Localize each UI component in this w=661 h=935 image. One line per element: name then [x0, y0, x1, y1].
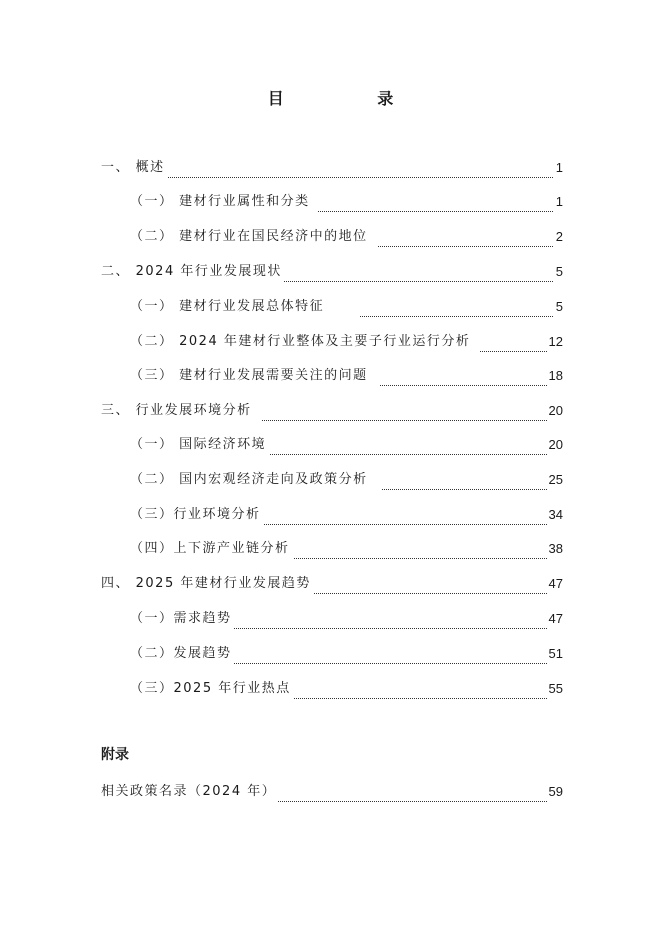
appendix-entry[interactable]: [0, 782, 661, 802]
toc-entry[interactable]: [0, 505, 661, 525]
toc-entry-page: 55: [547, 679, 563, 699]
dot-leader: [262, 505, 563, 525]
toc-entry-label: 二、 2024 年行业发展现状: [101, 262, 284, 282]
toc-entry-label: （二） 国内宏观经济走向及政策分析: [130, 470, 370, 490]
toc-entry[interactable]: [0, 366, 661, 386]
toc-entry-label: 四、 2025 年建材行业发展趋势: [101, 574, 313, 594]
toc-entry[interactable]: [0, 644, 661, 664]
toc-entry[interactable]: [0, 574, 661, 594]
toc-entry-label: （四）上下游产业链分析: [130, 539, 292, 559]
dot-leader: [232, 644, 563, 664]
toc-entry-label: （二） 2024 年建材行业整体及主要子行业运行分析: [130, 332, 472, 352]
toc-entry-label: （二）发展趋势: [130, 644, 234, 664]
dot-leader: [232, 609, 563, 629]
toc-entry[interactable]: [0, 227, 661, 247]
toc-entry-page: 5: [554, 297, 563, 317]
toc-entry-page: 2: [554, 227, 563, 247]
appendix-entry-page: 59: [547, 782, 563, 802]
toc-entry-label: （一） 建材行业属性和分类: [130, 192, 312, 212]
dot-leader: [276, 782, 563, 802]
toc-entry-page: 47: [547, 574, 563, 594]
toc-entry-page: 38: [547, 539, 563, 559]
toc-entry-page: 20: [547, 435, 563, 455]
toc-entry[interactable]: [0, 435, 661, 455]
toc-entry[interactable]: [0, 539, 661, 559]
toc-entry-label: （二） 建材行业在国民经济中的地位: [130, 227, 370, 247]
dot-leader: [294, 539, 563, 559]
toc-entry-label: （三）2025 年行业热点: [130, 679, 293, 699]
toc-entry[interactable]: [0, 192, 661, 212]
toc-entry[interactable]: [0, 401, 661, 421]
dot-leader: [380, 366, 563, 386]
toc-entry-label: （三） 建材行业发展需要关注的问题: [130, 366, 370, 386]
toc-entry-page: 20: [547, 401, 563, 421]
dot-leader: [168, 158, 563, 178]
toc-entry-page: 25: [547, 470, 563, 490]
toc-entry[interactable]: [0, 158, 661, 178]
toc-entry-label: （一） 国际经济环境: [130, 435, 268, 455]
dot-leader: [310, 574, 563, 594]
appendix-entry-label: 相关政策名录（2024 年）: [101, 782, 278, 802]
toc-entry-page: 51: [547, 644, 563, 664]
dot-leader: [382, 470, 563, 490]
toc-entry-page: 34: [547, 505, 563, 525]
dot-leader: [270, 435, 563, 455]
toc-entry-page: 18: [547, 366, 563, 386]
toc-entry-page: 5: [554, 262, 563, 282]
dot-leader: [318, 192, 563, 212]
dot-leader: [360, 297, 563, 317]
toc-entry[interactable]: [0, 470, 661, 490]
dot-leader: [282, 679, 563, 699]
appendix-heading: 附录: [101, 747, 129, 763]
toc-entry[interactable]: [0, 679, 661, 699]
toc-entry-page: 12: [547, 332, 563, 352]
toc-entry-label: （三）行业环境分析: [130, 505, 263, 525]
toc-entry-label: （一）需求趋势: [130, 609, 234, 629]
toc-entry-label: 一、 概述: [101, 158, 167, 178]
toc-entry-label: 三、 行业发展环境分析: [101, 401, 254, 421]
dot-leader: [280, 262, 563, 282]
dot-leader: [262, 401, 563, 421]
toc-entry[interactable]: [0, 297, 661, 317]
page-title: 目 录: [267, 89, 438, 108]
toc-entry-label: （一） 建材行业发展总体特征: [130, 297, 326, 317]
toc-entry-page: 1: [554, 158, 563, 178]
toc-entry-page: 1: [554, 192, 563, 212]
toc-entry[interactable]: [0, 332, 661, 352]
toc-entry[interactable]: [0, 262, 661, 282]
dot-leader: [378, 227, 563, 247]
toc-entry-page: 47: [547, 609, 563, 629]
toc-entry[interactable]: [0, 609, 661, 629]
